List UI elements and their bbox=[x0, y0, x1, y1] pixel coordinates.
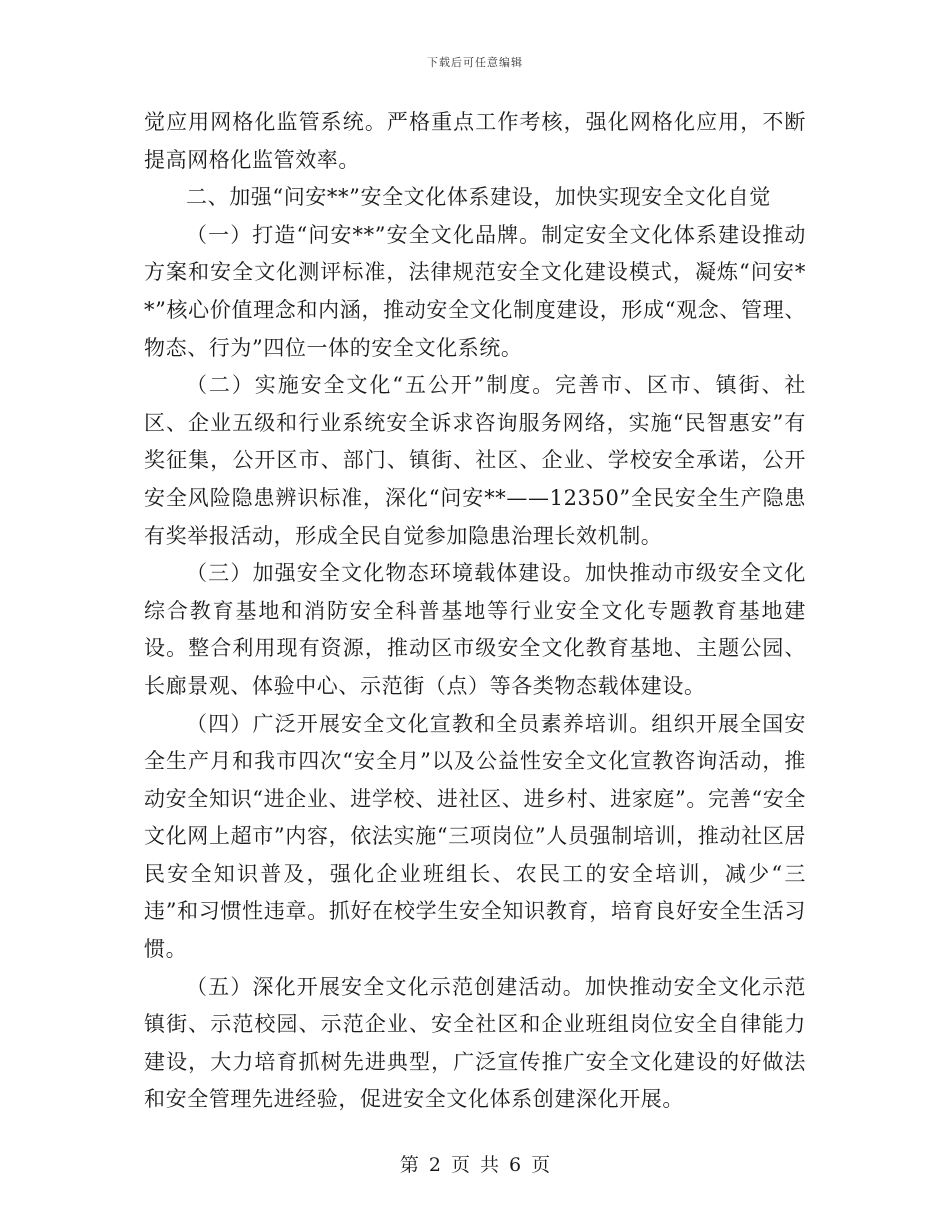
section-heading: 二、加强“问安**”安全文化体系建设，加快实现安全文化自觉 bbox=[186, 185, 771, 210]
paragraph-item-5: （五）深化开展安全文化示范创建活动。加快推动安全文化示范镇街、示范校园、示范企业、安全社区和企业班组岗位安全自律能力建设，大力培育抓树先进典型，广泛宣传推广安全文化建设的好做法和安全管理先进经验，促进安全文化体系创建深化开展。 bbox=[144, 974, 806, 1112]
footer-prefix: 第 bbox=[399, 1154, 419, 1176]
page-footer bbox=[0, 1150, 950, 1177]
paragraph-continuation: 觉应用网格化监管系统。严格重点工作考核，强化网格化应用，不断提高网格化监管效率。 bbox=[144, 110, 806, 172]
footer-total-label: 共 bbox=[480, 1154, 500, 1176]
footer-suffix: 页 bbox=[531, 1154, 551, 1176]
footer-page-label: 页 bbox=[450, 1154, 470, 1176]
paragraph-item-2: （二）实施安全文化“五公开”制度。完善市、区市、镇街、社区、企业五级和行业系统安全诉求咨询服务网络，实施“民智惠安”有奖征集，公开区市、部门、镇街、社区、企业、学校安全承诺，公开安全风险隐患辨识标准，深化“问安**——12350”全民安全生产隐患有奖举报活动，形成全民自觉参加隐患治理长效机制。 bbox=[144, 373, 806, 548]
footer-total-pages: 6 bbox=[509, 1154, 522, 1176]
page-header-note: 下载后可任意编辑 bbox=[427, 56, 523, 69]
paragraph-item-1: （一）打造“问安**”安全文化品牌。制定安全文化体系建设推动方案和安全文化测评标准，法律规范安全文化建设模式，凝炼“问安**”核心价值理念和内涵，推动安全文化制度建设，形成“观念、管理、物态、行为”四位一体的安全文化系统。 bbox=[144, 222, 806, 360]
paragraph-item-4: （四）广泛开展安全文化宣教和全员素养培训。组织开展全国安全生产月和我市四次“安全月”以及公益性安全文化宣教咨询活动，推动安全知识“进企业、进学校、进社区、进乡村、进家庭”。完善“安全文化网上超市”内容，依法实施“三项岗位”人员强制培训，推动社区居民安全知识普及，强化企业班组长、农民工的安全培训，减少“三违”和习惯性违章。抓好在校学生安全知识教育，培育良好安全生活习惯。 bbox=[144, 711, 806, 962]
footer-current-page: 2 bbox=[428, 1154, 441, 1176]
document-body bbox=[144, 104, 806, 1119]
paragraph-item-3: （三）加强安全文化物态环境载体建设。加快推动市级安全文化综合教育基地和消防安全科普基地等行业安全文化专题教育基地建设。整合利用现有资源，推动区市级安全文化教育基地、主题公园、长廊景观、体验中心、示范街（点）等各类物态载体建设。 bbox=[144, 561, 806, 698]
